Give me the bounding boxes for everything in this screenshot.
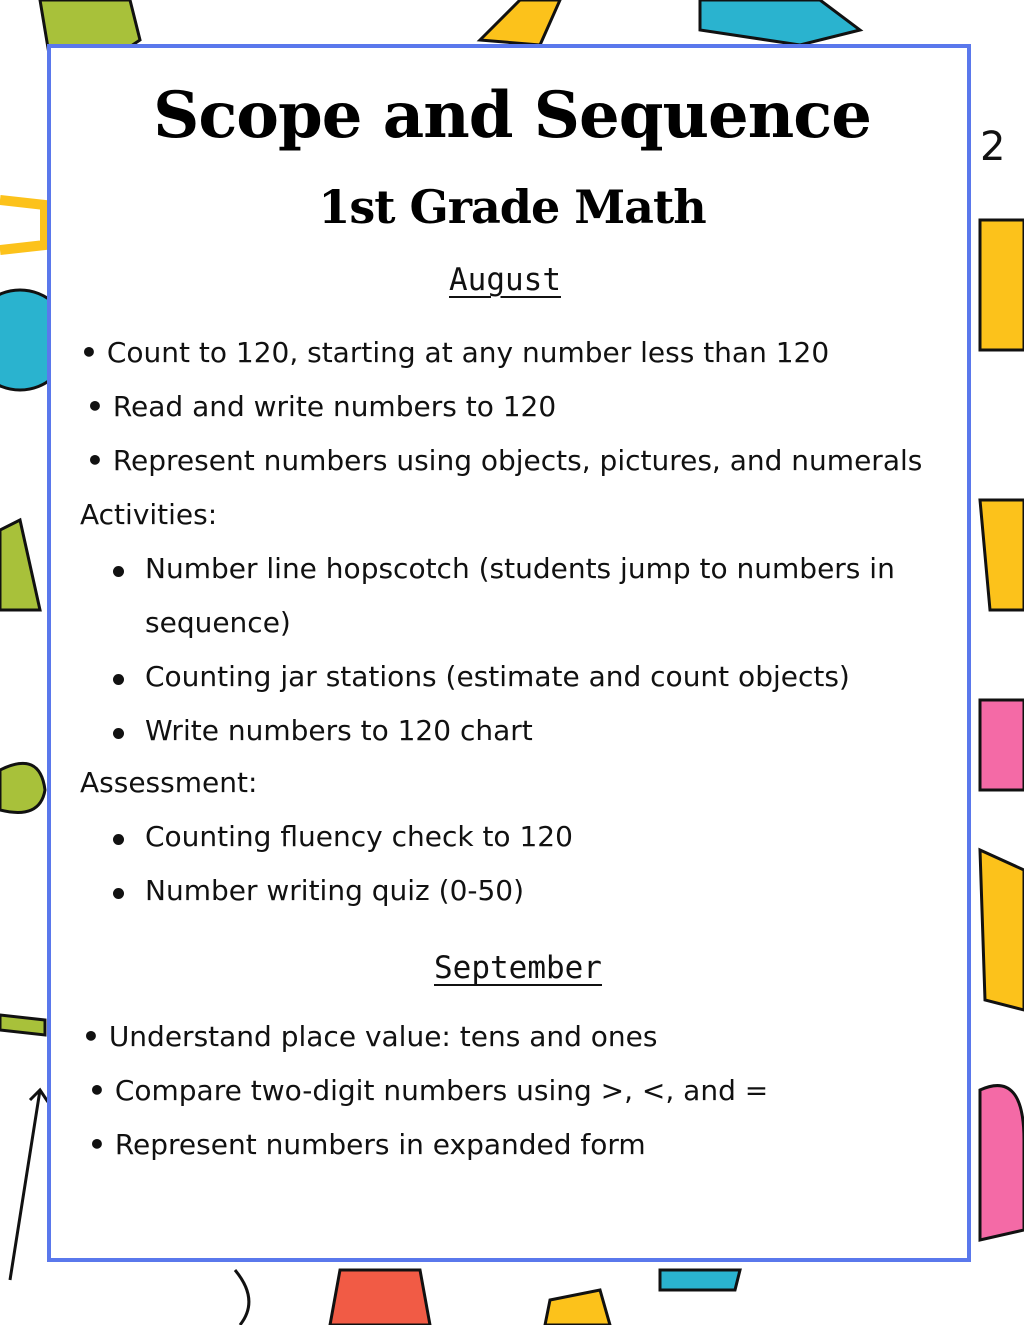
axis-arrow-doodle [10, 1090, 48, 1280]
dna-doodle [235, 1270, 249, 1325]
triangle-doodle [980, 500, 1024, 610]
standard-item [82, 1020, 657, 1053]
activity-item: Number line hopscotch (students jump to numbers in [145, 552, 895, 585]
green-balloon-doodle [0, 763, 45, 812]
yellow-pencil-doodle [980, 220, 1024, 350]
teal-shape-doodle [700, 0, 860, 45]
month-heading-august: August [449, 262, 561, 298]
list-bullet [113, 566, 124, 577]
list-bullet [113, 674, 124, 685]
letter-a-doodle [0, 520, 40, 610]
standard-item [86, 390, 556, 423]
page-subtitle: 1st Grade Math [318, 180, 706, 234]
pink-calculator-doodle [980, 700, 1024, 790]
red-triangle-doodle [330, 1270, 430, 1325]
pink-paint-doodle [980, 1086, 1024, 1240]
standard-text: Represent numbers in expanded form [114, 1128, 646, 1161]
assessment-label: Assessment: [80, 766, 258, 799]
yellow-bar-doodle [980, 850, 1024, 1010]
bullet: • [86, 444, 104, 477]
month-heading-september: September [434, 950, 602, 986]
yellow-ruler-doodle [545, 1290, 610, 1325]
bullet: • [88, 1074, 106, 1107]
list-bullet [113, 888, 124, 899]
standard-text: Count to 120, starting at any number less than 120 [106, 336, 830, 369]
standard-item [88, 1074, 768, 1107]
page-title: Scope and Sequence [153, 78, 871, 153]
standard-item [88, 1128, 646, 1161]
teal-block-doodle [660, 1270, 740, 1290]
pencil-tip-doodle [0, 1015, 45, 1035]
bullet: • [88, 1128, 106, 1161]
activities-label: Activities: [80, 498, 218, 531]
assessment-item: Counting fluency check to 120 [145, 820, 573, 853]
standard-text: Read and write numbers to 120 [112, 390, 557, 423]
list-bullet [113, 728, 124, 739]
standard-text: Represent numbers using objects, pictures, and numerals [112, 444, 923, 477]
activity-item: Counting jar stations (estimate and count objects) [145, 660, 850, 693]
bullet: • [82, 1020, 100, 1053]
standard-text: Compare two-digit numbers using >, <, and = [114, 1074, 769, 1107]
assessment-item: Number writing quiz (0-50) [145, 874, 525, 907]
standard-item [86, 444, 922, 477]
number-two-doodle: 2 [980, 124, 1006, 170]
bullet: • [80, 336, 98, 369]
ruler-doodle [480, 0, 560, 45]
activity-item: Write numbers to 120 chart [145, 714, 533, 747]
list-bullet [113, 834, 124, 845]
bullet: • [86, 390, 104, 423]
standard-text: Understand place value: tens and ones [108, 1020, 658, 1053]
standard-item [80, 336, 829, 369]
activity-item-continued: sequence) [145, 606, 291, 639]
